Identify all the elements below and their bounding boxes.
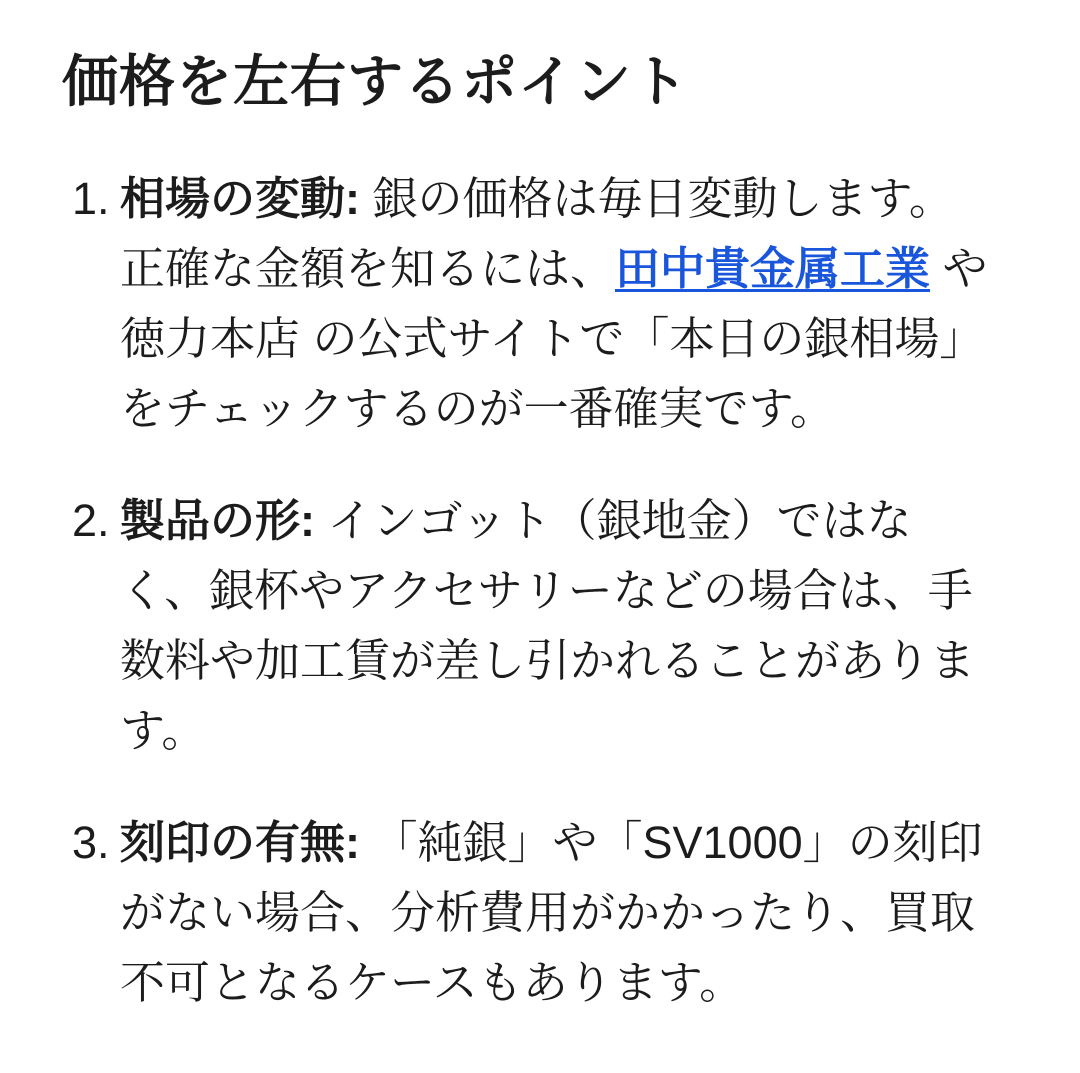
points-list — [72, 164, 992, 1018]
item-number: 1. — [72, 173, 110, 225]
item-text: や 徳力本店 の公式サイトで「本日の銀相場」をチェックするのが一番確実です。 — [120, 243, 988, 435]
item-text: 「純銀」や「SV1000」の刻印がない場合、分析費用がかかったり、買取不可となるケースもあります。 — [120, 817, 983, 1009]
item-text: インゴット（銀地金）ではなく、銀杯やアクセサリーなどの場合は、手数料や加工賃が差し引かれることがあります。 — [120, 495, 976, 757]
list-item-product-shape — [72, 486, 992, 766]
page-title: 価格を左右するポイント — [62, 50, 689, 113]
item-text: 銀の価格は毎日変動します。正確な金額を知るには、 — [120, 173, 954, 295]
item-label: 製品の形: — [120, 495, 315, 547]
list-item-hallmark — [72, 808, 992, 1018]
item-label: 刻印の有無: — [120, 817, 360, 869]
item-label: 相場の変動: — [120, 173, 360, 225]
list-item-market-fluctuation — [72, 164, 992, 444]
item-number: 3. — [72, 817, 110, 869]
item-number: 2. — [72, 495, 110, 547]
tanaka-kikinzoku-link[interactable]: 田中貴金属工業 — [615, 243, 931, 295]
